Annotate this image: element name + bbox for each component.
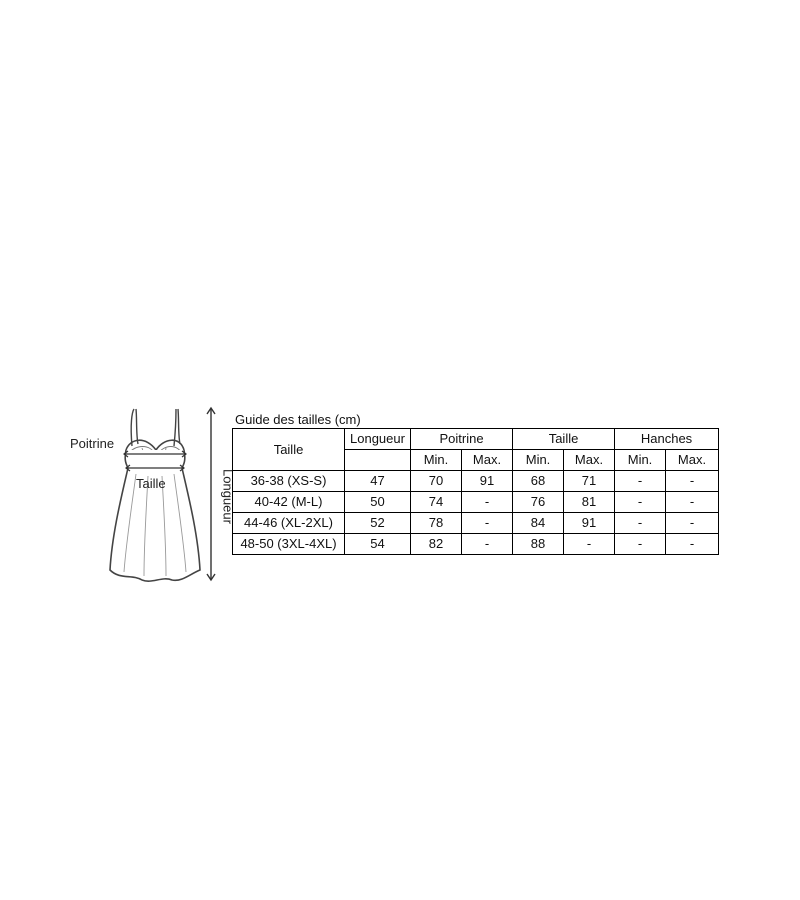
hips-max-header: Max. <box>666 450 719 471</box>
waist-min-cell: 84 <box>513 513 564 534</box>
hips-max-cell: - <box>666 513 719 534</box>
size-cell: 40-42 (M-L) <box>233 492 345 513</box>
waist-min-header: Min. <box>513 450 564 471</box>
waist-label: Taille <box>136 476 166 491</box>
waist-min-cell: 68 <box>513 471 564 492</box>
length-header: Longueur <box>345 429 411 450</box>
waist-max-header: Max. <box>564 450 615 471</box>
hips-max-cell: - <box>666 534 719 555</box>
waist-max-cell: 81 <box>564 492 615 513</box>
waist-max-cell: 91 <box>564 513 615 534</box>
bust-min-cell: 82 <box>411 534 462 555</box>
bust-min-cell: 78 <box>411 513 462 534</box>
bust-label: Poitrine <box>70 436 115 451</box>
hips-max-cell: - <box>666 471 719 492</box>
bust-max-cell: - <box>462 513 513 534</box>
bust-min-cell: 74 <box>411 492 462 513</box>
waist-header: Taille <box>513 429 615 450</box>
length-cell: 50 <box>345 492 411 513</box>
bust-max-cell: 91 <box>462 471 513 492</box>
length-cell: 52 <box>345 513 411 534</box>
bust-max-cell: - <box>462 534 513 555</box>
dress-outline-icon <box>66 404 226 588</box>
waist-min-cell: 88 <box>513 534 564 555</box>
table-header-row <box>233 429 719 450</box>
table-row <box>233 492 719 513</box>
length-cell: 54 <box>345 534 411 555</box>
table-row <box>233 513 719 534</box>
hips-min-header: Min. <box>615 450 666 471</box>
size-cell: 36-38 (XS-S) <box>233 471 345 492</box>
table-row <box>233 471 719 492</box>
length-cell: 47 <box>345 471 411 492</box>
bust-min-header: Min. <box>411 450 462 471</box>
size-cell: 48-50 (3XL-4XL) <box>233 534 345 555</box>
hips-min-cell: - <box>615 492 666 513</box>
length-label: Longueur <box>220 469 236 524</box>
size-guide-table <box>232 428 719 555</box>
bust-max-header: Max. <box>462 450 513 471</box>
dress-diagram <box>66 404 236 588</box>
length-subheader-empty <box>345 450 411 471</box>
hips-min-cell: - <box>615 513 666 534</box>
table-row <box>233 534 719 555</box>
hips-min-cell: - <box>615 534 666 555</box>
bust-header: Poitrine <box>411 429 513 450</box>
waist-max-cell: - <box>564 534 615 555</box>
size-header: Taille <box>233 429 345 471</box>
size-guide-caption: Guide des tailles (cm) <box>235 412 361 427</box>
waist-max-cell: 71 <box>564 471 615 492</box>
hips-max-cell: - <box>666 492 719 513</box>
bust-max-cell: - <box>462 492 513 513</box>
bust-min-cell: 70 <box>411 471 462 492</box>
hips-header: Hanches <box>615 429 719 450</box>
hips-min-cell: - <box>615 471 666 492</box>
waist-min-cell: 76 <box>513 492 564 513</box>
size-cell: 44-46 (XL-2XL) <box>233 513 345 534</box>
